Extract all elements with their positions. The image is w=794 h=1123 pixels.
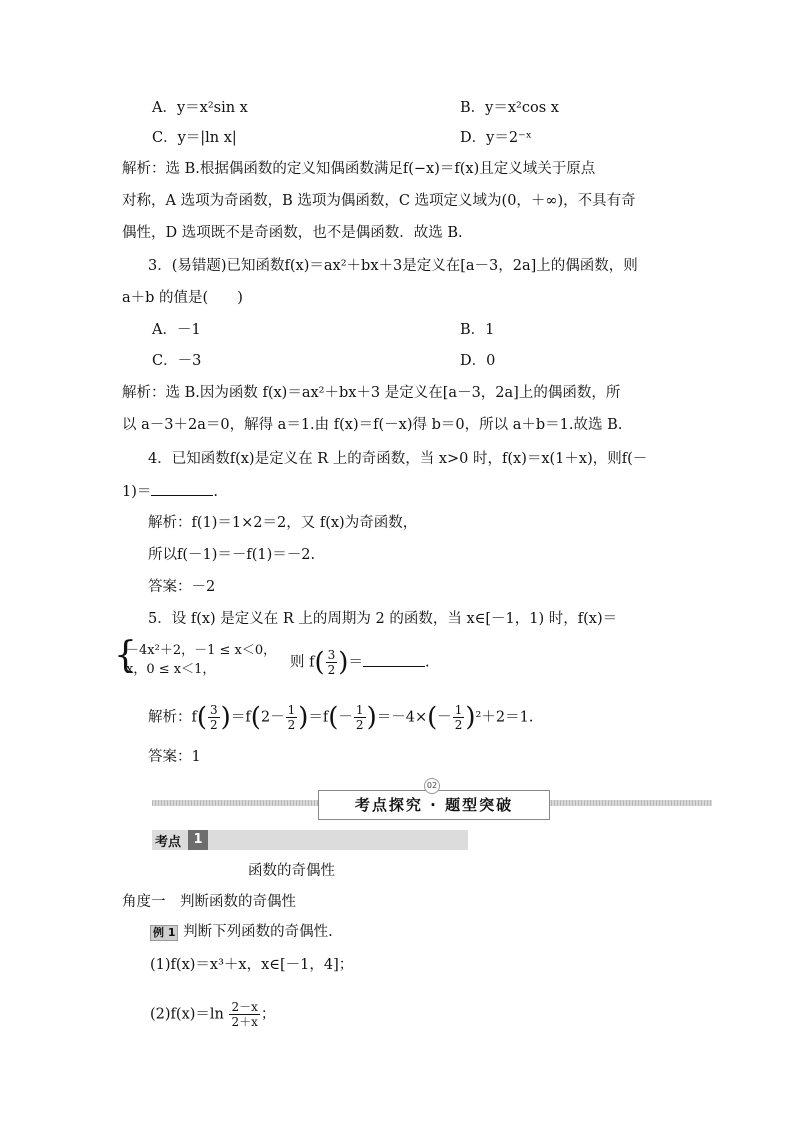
q5-then: 则 f	[290, 654, 315, 671]
q3-option-d: D．0	[460, 353, 496, 369]
fraction-ln-arg: $\frac{2-x}{2+x}$	[231, 1000, 258, 1029]
kaodian-label: 考点	[155, 835, 182, 850]
q3-option-a: A．－1	[152, 322, 201, 338]
q5-stem-line1: 5．设 f(x) 是定义在 R 上的周期为 2 的函数，当 x∈[－1，1) 时，f(x)＝	[148, 611, 618, 627]
example-item-1: (1)f(x)＝x³＋x，x∈[－1，4]；	[150, 957, 354, 973]
q5-equals: ＝	[348, 654, 363, 671]
q2-solution-line2: 对称，A 选项为奇函数，B 选项为偶函数，C 选项定义域为(0，＋∞)，不具有奇	[122, 193, 636, 209]
q4-stem-text: 1)＝	[122, 484, 152, 500]
example-tag: 例 1	[150, 925, 178, 941]
example-text: 判断下列函数的奇偶性.	[183, 924, 333, 940]
section-banner	[152, 782, 712, 822]
q4-stem-line1: 4．已知函数f(x)是定义在 R 上的奇函数，当 x>0 时，f(x)＝x(1＋x)，则f(－	[148, 451, 648, 467]
banner-bar-left	[152, 800, 318, 806]
q2-solution-line1: 解析：选 B.根据偶函数的定义知偶函数满足f(−x)＝f(x)且定义域关于原点	[122, 161, 596, 177]
answer-blank	[363, 652, 425, 667]
section-badge: 02	[424, 778, 440, 794]
q2-option-b: B．y＝x²cos x	[460, 100, 559, 116]
fraction-three-halves: $\frac{3}{2}$	[327, 648, 336, 677]
q4-solution-line1: 解析：f(1)＝1×2＝2，又 f(x)为奇函数，	[148, 515, 418, 531]
q5-stem-line2: 则 f( $\frac{3}{2}$ )＝ .	[290, 647, 430, 678]
kaodian-number: 1	[188, 830, 208, 850]
example-line	[150, 922, 333, 942]
q4-answer: 答案：－2	[148, 579, 216, 595]
q5-piece2: x，0 ≤ x＜1，	[126, 662, 216, 677]
q4-stem-line2: 1)＝ .	[122, 481, 218, 502]
example-item-2: (2)f(x)＝ln $\frac{2-x}{2+x}$ ；	[150, 1000, 276, 1029]
banner-bar-right	[548, 800, 712, 806]
q3-solution-line1: 解析：选 B.因为函数 f(x)＝ax²＋bx＋3 是定义在[a－3，2a]上的偶函数，所	[122, 385, 621, 401]
q5-answer: 答案：1	[148, 749, 201, 765]
q3-option-b: B．1	[460, 322, 495, 338]
q3-stem-line2: a＋b 的值是( )	[122, 290, 243, 306]
angle-heading: 角度一 判断函数的奇偶性	[122, 894, 296, 910]
section-title: 考点探究 · 题型突破	[318, 790, 550, 820]
q3-option-c: C．－3	[152, 353, 202, 369]
answer-blank	[151, 481, 213, 496]
q5-piece1: －4x²＋2，－1 ≤ x＜0，	[126, 643, 277, 658]
q3-solution-line2: 以 a－3＋2a＝0，解得 a＝1.由 f(x)＝f(－x)得 b＝0，所以 a＋b＝1.故选 B.	[122, 417, 623, 433]
q5-solution: 解析：f( $\frac{3}{2}$ )＝f(2－ $\frac{1}{2}$ )＝f(－ $\frac{1}{2}$ )＝－4×(－ $\frac{1}{2}$ )²＋2＝1.	[148, 702, 534, 733]
q2-solution-line3: 偶性，D 选项既不是奇函数，也不是偶函数．故选 B.	[122, 225, 463, 241]
q2-option-a: A．y＝x²sin x	[152, 100, 248, 116]
q2-option-c: C．y＝|ln x|	[152, 130, 237, 146]
piecewise-brace: {	[114, 635, 137, 676]
topic-title: 函数的奇偶性	[248, 863, 335, 879]
q2-option-d: D．y＝2⁻ˣ	[460, 130, 532, 146]
q3-stem-line1: 3．(易错题)已知函数f(x)＝ax²＋bx＋3是定义在[a－3，2a]上的偶函数，则	[148, 258, 638, 274]
q4-solution-line2: 所以f(－1)＝－f(1)＝－2.	[148, 547, 316, 563]
